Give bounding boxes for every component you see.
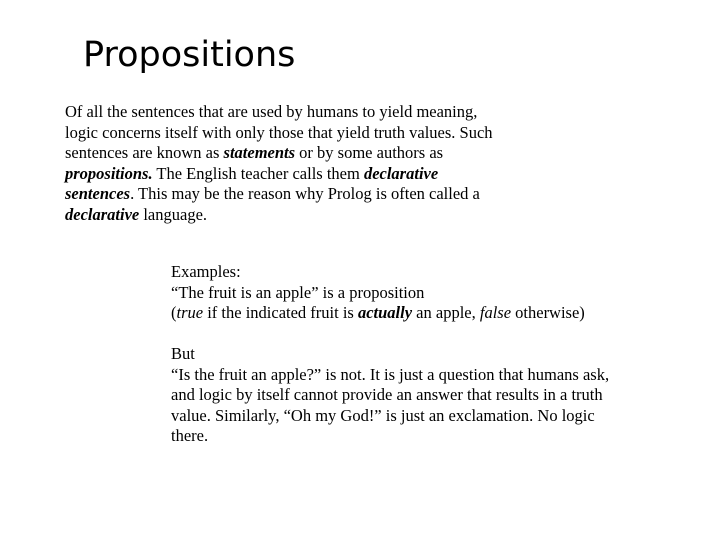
counter-line-4: value. Similarly, “Oh my God!” is just an exclamation. No logic (171, 405, 595, 425)
term-actually: actually (357, 303, 413, 323)
examples-line-2: “The fruit is an apple” is a proposition (171, 282, 425, 302)
examples-heading: Examples: (171, 262, 241, 281)
examples-paragraph (171, 262, 585, 324)
counter-line-5: there. (171, 426, 209, 446)
examples-line-3: (true if the indicated fruit is actually an apple, false otherwise) (171, 303, 585, 323)
intro-line-5: sentences. This may be the reason why Prolog is often called a (65, 184, 480, 204)
term-statements: statements (223, 143, 296, 163)
intro-paragraph (65, 102, 493, 226)
counter-example-paragraph (171, 344, 609, 447)
intro-line-1: Of all the sentences that are used by humans to yield meaning, (65, 102, 478, 121)
counter-line-2: “Is the fruit an apple?” is not. It is just a question that humans ask, (171, 364, 610, 384)
term-propositions: propositions. (65, 163, 153, 183)
intro-line-4: propositions. The English teacher calls them declarative (65, 163, 439, 183)
slide-title: Propositions (83, 35, 296, 75)
intro-line-3: sentences are known as statements or by some authors as (65, 143, 444, 163)
term-declarative: declarative (363, 163, 439, 183)
intro-line-2: logic concerns itself with only those that yield truth values. Such (65, 122, 493, 142)
term-sentences: sentences (65, 184, 131, 204)
term-true: true (176, 303, 204, 323)
term-false: false (479, 303, 512, 323)
counter-line-3: and logic by itself cannot provide an answer that results in a truth (171, 385, 603, 405)
counter-line-1: But (171, 344, 195, 363)
intro-line-6: declarative language. (65, 204, 208, 224)
term-declarative-language: declarative (65, 204, 140, 224)
